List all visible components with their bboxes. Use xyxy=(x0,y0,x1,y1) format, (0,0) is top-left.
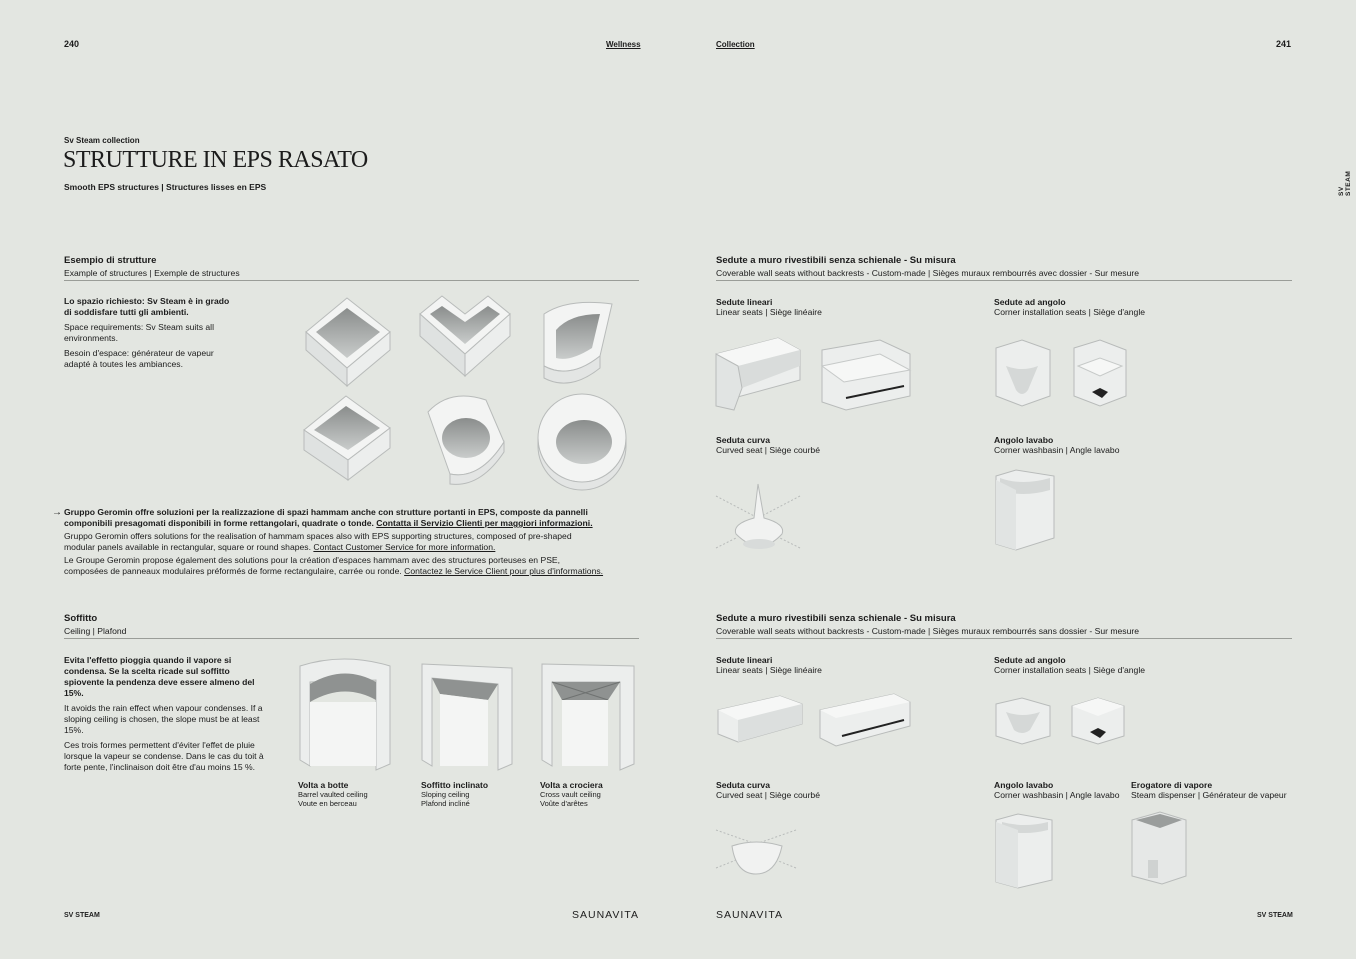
seats-bottom-subheading: Coverable wall seats without backrests - Custom-made | Sièges muraux rembourrés sans dossier - Sur mesure xyxy=(716,626,1140,636)
footer-label-left: SV STEAM xyxy=(64,912,100,919)
info-it-text: Gruppo Geromin offre soluzioni per la realizzazione di spazi hammam anche con strutture portanti in EPS, composte da pannelli componibili presagomati disponibili in forme rettangolari, quadrate o tonde. xyxy=(64,507,588,528)
contact-link-en[interactable]: Contact Customer Service for more information. xyxy=(313,542,496,552)
seats-top-heading: Sedute a muro rivestibili senza schienale - Su misura xyxy=(716,255,956,266)
corner-bench-drain-figure xyxy=(1072,698,1124,744)
linear-seats-label: Sedute lineari Linear seats | Siège linéaire xyxy=(716,655,822,675)
washbasin-label: Angolo lavabo Corner washbasin | Angle lavabo xyxy=(994,780,1120,800)
arrow-icon: → xyxy=(52,507,62,518)
ceiling-caption-barrel: Volta a botte Barrel vaulted ceiling Voute en berceau xyxy=(298,780,368,808)
ceiling-text-it: Evita l'effetto pioggia quando il vapore si condensa. Se la scelta ricade sul soffitto spiovente la pendenza deve essere almeno del 15%. xyxy=(64,655,255,698)
u-shaped-room xyxy=(428,396,504,484)
corner-seats-label: Sedute ad angolo Corner installation seats | Siège d'angle xyxy=(994,655,1146,675)
curved-seat-label: Seduta curva Curved seat | Siège courbé xyxy=(716,435,820,455)
heart-room xyxy=(420,296,510,376)
section-link-wellness[interactable]: Wellness xyxy=(606,40,641,49)
ceiling-text xyxy=(64,655,269,773)
ceiling-text-fr: Ces trois formes permettent d'éviter l'effet de pluie lorsque la vapeur se condense. Dans le cas du toit à forte pente, l'inclinaison doit être d'au moins 15 %. xyxy=(64,740,264,772)
examples-text xyxy=(64,296,234,370)
footer-brand-left: SAUNAVITA xyxy=(572,909,639,921)
examples-subheading: Example of structures | Exemple de structures xyxy=(64,268,240,278)
ceiling-types-illustration xyxy=(298,660,638,772)
examples-heading: Esempio di strutture xyxy=(64,255,157,266)
room-structures-illustration xyxy=(300,292,640,487)
page-number-right: 241 xyxy=(1276,39,1292,49)
divider xyxy=(64,280,639,281)
page-title: STRUTTURE IN EPS RASATO xyxy=(63,147,368,173)
seats-bottom-illustration xyxy=(716,690,1136,750)
seats-top-subheading: Coverable wall seats without backrests - Custom-made | Sièges muraux rembourrés avec dossier - Sur mesure xyxy=(716,268,1140,278)
square-room xyxy=(306,298,390,386)
footer-label-right: SV STEAM xyxy=(1257,912,1293,919)
cross-vault-figure xyxy=(542,664,634,770)
divider xyxy=(64,638,639,639)
info-en-text: Gruppo Geromin offers solutions for the realisation of hammam spaces also with EPS supporting structures, composed of pre-shaped modular panels available in rectangular, square or round shapes. xyxy=(64,531,572,552)
corner-seats-label: Sedute ad angolo Corner installation seats | Siège d'angle xyxy=(994,297,1146,317)
page-subtitle: Smooth EPS structures | Structures lisses en EPS xyxy=(64,182,267,192)
linear-bench-drain-figure xyxy=(820,694,910,746)
curved-seat-figure xyxy=(716,484,800,549)
contact-link-it[interactable]: Contatta il Servizio Clienti per maggiori informazioni. xyxy=(376,518,593,528)
corner-bench-figure xyxy=(996,698,1050,744)
sloping-ceiling-figure xyxy=(422,664,512,770)
curved-bench-figure xyxy=(716,830,796,874)
footer-brand-right: SAUNAVITA xyxy=(716,909,783,921)
hexagon-room xyxy=(304,396,390,480)
linear-seat-backrest-figure xyxy=(716,338,800,410)
steam-dispenser-label: Erogatore di vapore Steam dispenser | Générateur de vapeur xyxy=(1131,780,1287,800)
divider xyxy=(716,638,1292,639)
linear-seats-label: Sedute lineari Linear seats | Siège linéaire xyxy=(716,297,822,317)
examples-text-it: Lo spazio richiesto: Sv Steam è in grado di soddisfare tutti gli ambienti. xyxy=(64,296,230,317)
corner-seat-drain-figure xyxy=(1074,340,1126,406)
barrel-vault-figure xyxy=(300,659,390,770)
side-label: SV STEAM xyxy=(1338,170,1352,196)
section-link-collection[interactable]: Collection xyxy=(716,40,755,49)
ceiling-subheading: Ceiling | Plafond xyxy=(64,626,127,636)
quarter-round-room xyxy=(544,302,612,383)
examples-text-en: Space requirements: Sv Steam suits all environments. xyxy=(64,322,214,343)
ceiling-heading: Soffitto xyxy=(64,613,98,624)
contact-link-fr[interactable]: Contactez le Service Client pour plus d'informations. xyxy=(404,566,604,576)
page-number-left: 240 xyxy=(64,39,80,49)
seats-top-row2-illustration xyxy=(716,466,1076,556)
seats-bottom-row2-illustration xyxy=(716,810,1196,890)
info-block xyxy=(64,507,604,577)
ceiling-text-en: It avoids the rain effect when vapour condenses. If a sloping ceiling is chosen, the slope must be at least 15%. xyxy=(64,703,263,735)
washbasin-block-figure xyxy=(996,814,1052,888)
divider xyxy=(716,280,1292,281)
washbasin-figure xyxy=(996,470,1054,550)
seats-top-illustration xyxy=(716,336,1136,416)
linear-seat-drain-figure xyxy=(822,340,910,410)
ceiling-caption-sloping: Soffitto inclinato Sloping ceiling Plafond incliné xyxy=(421,780,489,808)
ceiling-caption-cross: Volta a crociera Cross vault ceiling Voûte d'arêtes xyxy=(540,780,603,808)
linear-bench-figure xyxy=(718,696,802,742)
seats-bottom-heading: Sedute a muro rivestibili senza schienale - Su misura xyxy=(716,613,956,624)
steam-dispenser-figure xyxy=(1132,812,1186,884)
washbasin-label: Angolo lavabo Corner washbasin | Angle lavabo xyxy=(994,435,1120,455)
curved-seat-label: Seduta curva Curved seat | Siège courbé xyxy=(716,780,820,800)
kicker: Sv Steam collection xyxy=(64,136,140,145)
examples-text-fr: Besoin d'espace: générateur de vapeur adapté à toutes les ambiances. xyxy=(64,348,214,369)
corner-seat-figure xyxy=(996,340,1050,406)
round-room xyxy=(538,394,626,490)
info-fr-text: Le Groupe Geromin propose également des solutions pour la création d'espaces hammam avec des structures porteuses en PSE, composées de panneaux modulaires préformés de forme rectangulaire, carrée ou ronde. xyxy=(64,555,561,576)
